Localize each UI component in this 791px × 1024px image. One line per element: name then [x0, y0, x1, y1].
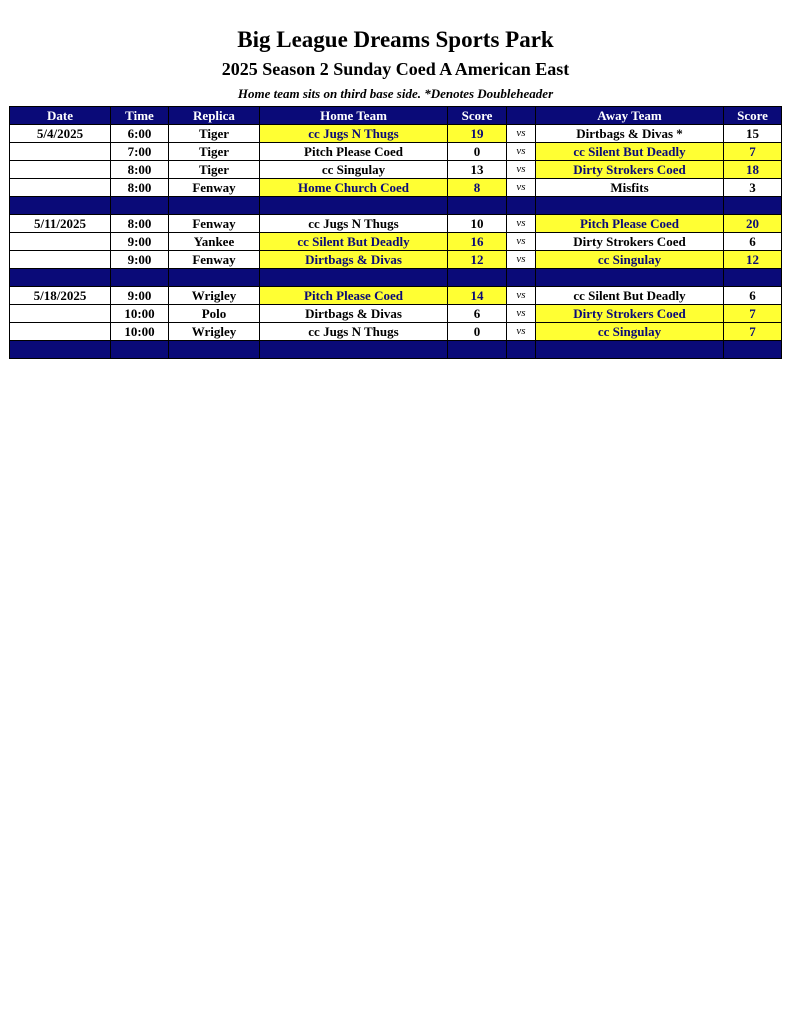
cell-home-score: 6 — [448, 305, 507, 323]
cell-away-team: cc Silent But Deadly — [536, 143, 724, 161]
cell-date — [10, 143, 111, 161]
cell-date: 5/18/2025 — [10, 287, 111, 305]
cell-home-team: cc Jugs N Thugs — [260, 215, 448, 233]
separator-cell — [448, 341, 507, 359]
table-row — [10, 233, 782, 251]
cell-home-team: Home Church Coed — [260, 179, 448, 197]
doubleheader-note: Home team sits on third base side. *Denotes Doubleheader — [237, 86, 554, 101]
separator-cell — [169, 341, 260, 359]
table-row — [10, 125, 782, 143]
section-separator-row — [10, 269, 782, 287]
separator-cell — [111, 197, 169, 215]
cell-vs: vs — [507, 233, 536, 251]
table-row — [10, 143, 782, 161]
schedule-table — [9, 106, 782, 359]
separator-cell — [507, 197, 536, 215]
cell-away-team: Pitch Please Coed — [536, 215, 724, 233]
cell-replica: Yankee — [169, 233, 260, 251]
separator-cell — [260, 269, 448, 287]
cell-away-team: cc Singulay — [536, 251, 724, 269]
cell-replica: Polo — [169, 305, 260, 323]
cell-vs: vs — [507, 215, 536, 233]
separator-cell — [507, 341, 536, 359]
cell-home-score: 19 — [448, 125, 507, 143]
separator-cell — [260, 197, 448, 215]
cell-date — [10, 251, 111, 269]
cell-replica: Fenway — [169, 179, 260, 197]
column-header-time: Time — [111, 107, 169, 125]
cell-home-team: cc Jugs N Thugs — [260, 323, 448, 341]
separator-cell — [724, 197, 782, 215]
separator-cell — [448, 269, 507, 287]
cell-vs: vs — [507, 125, 536, 143]
separator-cell — [111, 269, 169, 287]
cell-replica: Wrigley — [169, 323, 260, 341]
column-header-vs — [507, 107, 536, 125]
cell-replica: Fenway — [169, 251, 260, 269]
table-row — [10, 305, 782, 323]
cell-time: 9:00 — [111, 251, 169, 269]
cell-replica: Tiger — [169, 161, 260, 179]
cell-vs: vs — [507, 323, 536, 341]
cell-home-score: 10 — [448, 215, 507, 233]
cell-home-score: 16 — [448, 233, 507, 251]
schedule-body — [10, 125, 782, 359]
separator-cell — [536, 269, 724, 287]
separator-cell — [169, 197, 260, 215]
cell-home-score: 12 — [448, 251, 507, 269]
separator-cell — [10, 269, 111, 287]
separator-cell — [724, 269, 782, 287]
separator-cell — [536, 341, 724, 359]
cell-vs: vs — [507, 143, 536, 161]
cell-home-team: Dirtbags & Divas — [260, 305, 448, 323]
cell-away-score: 6 — [724, 287, 782, 305]
cell-home-score: 8 — [448, 179, 507, 197]
table-row — [10, 323, 782, 341]
cell-away-team: Dirty Strokers Coed — [536, 161, 724, 179]
cell-home-score: 0 — [448, 323, 507, 341]
cell-away-score: 15 — [724, 125, 782, 143]
table-header-row — [10, 107, 782, 125]
column-header-away-score: Score — [724, 107, 782, 125]
column-header-away-team: Away Team — [536, 107, 724, 125]
table-row — [10, 251, 782, 269]
cell-replica: Tiger — [169, 143, 260, 161]
cell-home-score: 13 — [448, 161, 507, 179]
table-row — [10, 179, 782, 197]
cell-time: 10:00 — [111, 305, 169, 323]
cell-vs: vs — [507, 287, 536, 305]
cell-time: 8:00 — [111, 179, 169, 197]
cell-home-team: Dirtbags & Divas — [260, 251, 448, 269]
cell-date — [10, 161, 111, 179]
cell-replica: Tiger — [169, 125, 260, 143]
separator-cell — [536, 197, 724, 215]
cell-away-team: cc Silent But Deadly — [536, 287, 724, 305]
cell-vs: vs — [507, 251, 536, 269]
column-header-replica: Replica — [169, 107, 260, 125]
cell-date — [10, 179, 111, 197]
cell-away-team: Dirty Strokers Coed — [536, 233, 724, 251]
cell-date — [10, 305, 111, 323]
cell-home-team: Pitch Please Coed — [260, 143, 448, 161]
cell-away-score: 12 — [724, 251, 782, 269]
cell-time: 9:00 — [111, 233, 169, 251]
cell-time: 10:00 — [111, 323, 169, 341]
cell-home-team: cc Silent But Deadly — [260, 233, 448, 251]
cell-away-team: cc Singulay — [536, 323, 724, 341]
cell-replica: Wrigley — [169, 287, 260, 305]
cell-away-team: Dirty Strokers Coed — [536, 305, 724, 323]
cell-away-team: Misfits — [536, 179, 724, 197]
cell-vs: vs — [507, 161, 536, 179]
cell-away-team: Dirtbags & Divas * — [536, 125, 724, 143]
cell-date — [10, 323, 111, 341]
cell-date: 5/11/2025 — [10, 215, 111, 233]
cell-time: 8:00 — [111, 215, 169, 233]
page-subtitle: 2025 Season 2 Sunday Coed A American East — [221, 59, 570, 79]
cell-home-team: Pitch Please Coed — [260, 287, 448, 305]
cell-time: 8:00 — [111, 161, 169, 179]
cell-time: 7:00 — [111, 143, 169, 161]
table-row — [10, 287, 782, 305]
cell-vs: vs — [507, 179, 536, 197]
cell-vs: vs — [507, 305, 536, 323]
cell-away-score: 20 — [724, 215, 782, 233]
column-header-home-score: Score — [448, 107, 507, 125]
separator-cell — [724, 341, 782, 359]
cell-date — [10, 233, 111, 251]
separator-cell — [10, 197, 111, 215]
separator-cell — [260, 341, 448, 359]
cell-away-score: 7 — [724, 323, 782, 341]
cell-away-score: 3 — [724, 179, 782, 197]
separator-cell — [448, 197, 507, 215]
cell-away-score: 6 — [724, 233, 782, 251]
separator-cell — [169, 269, 260, 287]
cell-replica: Fenway — [169, 215, 260, 233]
table-row — [10, 215, 782, 233]
column-header-home-team: Home Team — [260, 107, 448, 125]
separator-cell — [10, 341, 111, 359]
cell-home-score: 14 — [448, 287, 507, 305]
cell-home-team: cc Singulay — [260, 161, 448, 179]
cell-home-score: 0 — [448, 143, 507, 161]
cell-away-score: 7 — [724, 143, 782, 161]
cell-away-score: 18 — [724, 161, 782, 179]
column-header-date: Date — [10, 107, 111, 125]
cell-date: 5/4/2025 — [10, 125, 111, 143]
cell-home-team: cc Jugs N Thugs — [260, 125, 448, 143]
cell-time: 9:00 — [111, 287, 169, 305]
section-separator-row — [10, 341, 782, 359]
separator-cell — [111, 341, 169, 359]
section-separator-row — [10, 197, 782, 215]
table-row — [10, 161, 782, 179]
page-title: Big League Dreams Sports Park — [237, 27, 554, 52]
separator-cell — [507, 269, 536, 287]
cell-time: 6:00 — [111, 125, 169, 143]
cell-away-score: 7 — [724, 305, 782, 323]
